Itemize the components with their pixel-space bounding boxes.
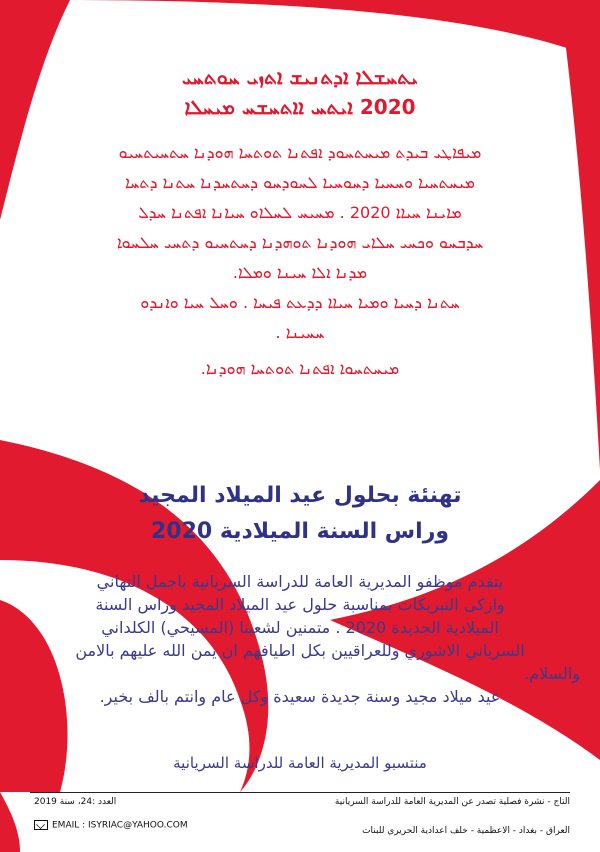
arabic-title (20, 478, 580, 550)
syriac-body-line: ܡܝܦܐܛܝ ܒܝܕܬ ܡܝܚܬܚܘܕ ܐܦܬܢܐ ܬܘܬܚܐ ܗܘܕܢܐ ܚܬܚܝܬܚܝܘ (118, 143, 482, 162)
syriac-body-line: ܚܬܢܐ ܕܚܝܐ ܘܡܝܐ ܚܝܐܐ ܕܕܥܬ ܦܝܚܐ . ܘܚܠ ܚܝܐ ܘܐܢܕܘ (140, 293, 460, 312)
bottom-left-red-corner (0, 792, 20, 852)
syriac-body-line: ܚܚܝܢܐ . (275, 323, 325, 342)
syriac-body (30, 138, 570, 384)
syriac-body-line: ܡܝܚܬܚܘܐ ܐܦܬܢܐ ܬܘܬܚܐ ܗܘܕܢܐ. (200, 359, 400, 378)
syriac-body-line: ܡܕܢܐ ܐܠܐ ܚܝܢܐ ܘܡܠܐ. (232, 263, 368, 282)
arabic-body-line: يتقدم موظفو المديرية العامة للدراسة السريانية باجمل التهاني (96, 572, 504, 591)
arabic-body-line: السرياني الاشوري وللعراقيين بكل اطيافهم ان يمن الله عليهم بالامن (75, 641, 525, 660)
arabic-title-line: وراس السنة الميلادية 2020 (150, 519, 450, 544)
syriac-body-line: ܚܕܒܚܘ ܘܟܚܝ ܚܠܐܝ ܗܘܕܢܐ ܬܘܗܕܢܐ ܕܚܬܚܝܘ ܕܬܚܝ ܚܠܚܘܐ (116, 233, 484, 252)
syriac-heading-line: ܝܬܚܫܠܐ ܐܕܬܢܝܫ ܐܬܙܝ ܚܘܬܚܝ (182, 65, 418, 89)
footer-divider (30, 792, 570, 793)
footer-address: العراق - بغداد - الاعظمية - خلف اعدادية الحريري للبنات (362, 826, 570, 836)
footer-email[interactable] (34, 820, 188, 831)
arabic-body-line: الميلادية الجديدة 2020 . متمنين لشعبنا (المسيحي) الكلداني (101, 618, 499, 637)
footer-publication: التاج - نشرة فصلية تصدر عن المديرية العامة للدراسة السريانية (334, 797, 570, 807)
syriac-heading-line: 2020 ܐܝܬܚ ܐܐܬܚܫܚ ܡܝܚܠܐ (184, 95, 416, 119)
arabic-title-line: تهنئة بحلول عيد الميلاد المجيد (138, 483, 462, 508)
syriac-body-line: ܡܐܝܢܐ ܚܝܐܐ 2020 . ܡܚܝܚ ܠܚܠܐܘ ܚܝܐܢܐ ܐܦܬܢܐ ܚܕܠ (138, 203, 462, 222)
footer-issue: العدد :24، سنة 2019 (34, 797, 117, 807)
envelope-icon (34, 820, 48, 830)
arabic-body-line: عيد ميلاد مجيد وسنة جديدة سعيدة وكل عام وانتم بالف بخير. (99, 687, 501, 706)
syriac-heading (30, 62, 570, 122)
footer-email-text[interactable]: EMAIL : ISYRIAC@YAHOO.COM (52, 820, 188, 831)
top-red-band (60, 0, 600, 60)
arabic-signature: منتسبو المديرية العامة للدراسة السريانية (173, 754, 427, 772)
syriac-body-line: ܡܝܚܬܚܝܐ ܘܚܚܝܐ ܕܚܘܚܝܐ ܠܚܘܕܚܘ ܕܚܬܚܕܢܐ ܚܬܢܐ ܕܬܚܐ (125, 173, 475, 192)
arabic-body-line: وازكى التبريكات بمناسبة حلول عيد الميلاد المجيد وراس السنة (95, 595, 505, 614)
arabic-body-line: والسلام. (524, 664, 580, 683)
arabic-body (20, 570, 580, 708)
